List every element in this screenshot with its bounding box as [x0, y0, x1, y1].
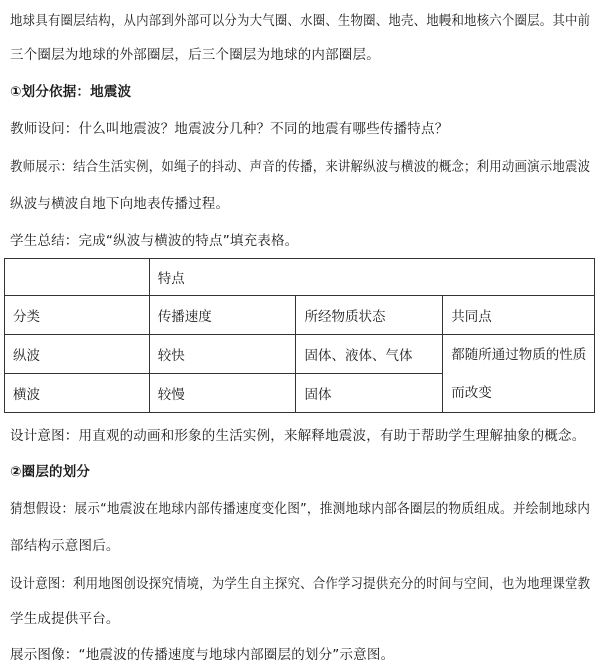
intro-line-2: 三个圈层为地球的外部圈层，后三个圈层为地球的内部圈层。 [10, 47, 380, 63]
section2-heading: ②圈层的划分 [10, 464, 91, 480]
table-corner-cell [5, 259, 150, 296]
category-header-cell: 分类 [5, 296, 150, 335]
table-header-row [5, 259, 595, 296]
features-header-cell: 特点 [149, 259, 594, 296]
design-intent-2-line-1: 设计意图：利用地图创设探究情境，为学生自主探究、合作学习提供充分的时间与空间，也为地理课堂教 [10, 576, 591, 592]
wave-name-cell: 横波 [5, 374, 150, 413]
design-intent-2-line-2: 学生成提供平台。 [10, 611, 120, 627]
wave-speed-cell: 较快 [149, 335, 296, 374]
medium-header-cell: 所经物质状态 [296, 296, 443, 335]
wave-medium-cell: 固体 [296, 374, 443, 413]
teacher-show-line-1: 教师展示：结合生活实例，如绳子的抖动、声音的传播，来讲解纵波与横波的概念；利用动画演示地震波 [10, 159, 591, 175]
common-point-cell [443, 335, 595, 413]
speed-header-cell: 传播速度 [149, 296, 296, 335]
student-summary: 学生总结：完成“纵波与横波的特点”填充表格。 [10, 233, 299, 249]
teacher-question: 教师设问：什么叫地震波？地震波分几种？不同的地震有哪些传播特点？ [10, 121, 449, 137]
wave-medium-cell: 固体、液体、气体 [296, 335, 443, 374]
section1-heading: ①划分依据：地震波 [10, 84, 132, 100]
common-point-line-1: 都随所通过物质的性质 [451, 346, 587, 363]
common-point-line-2: 而改变 [451, 384, 492, 401]
table-category-row [5, 296, 595, 335]
display-image-line: 展示图像：“地震波的传播速度与地球内部圈层的划分”示意图。 [10, 647, 395, 663]
hypothesis-line-1: 猜想假设：展示“地震波在地球内部传播速度变化图”，推测地球内部各圈层的物质组成。并绘制地球内 [10, 501, 591, 517]
wave-features-table [4, 258, 595, 413]
intro-line-1: 地球具有圈层结构，从内部到外部可以分为大气圈、水圈、生物圈、地壳、地幔和地核六个圈层。其中前 [10, 13, 591, 29]
wave-speed-cell: 较慢 [149, 374, 296, 413]
wave-name-cell: 纵波 [5, 335, 150, 374]
teacher-show-line-2: 纵波与横波自地下向地表传播过程。 [10, 196, 230, 212]
table-row [5, 335, 595, 374]
common-header-cell: 共同点 [443, 296, 595, 335]
hypothesis-line-2: 部结构示意图后。 [10, 538, 120, 554]
design-intent-1: 设计意图：用直观的动画和形象的生活实例，来解释地震波，有助于帮助学生理解抽象的概念。 [10, 428, 586, 444]
